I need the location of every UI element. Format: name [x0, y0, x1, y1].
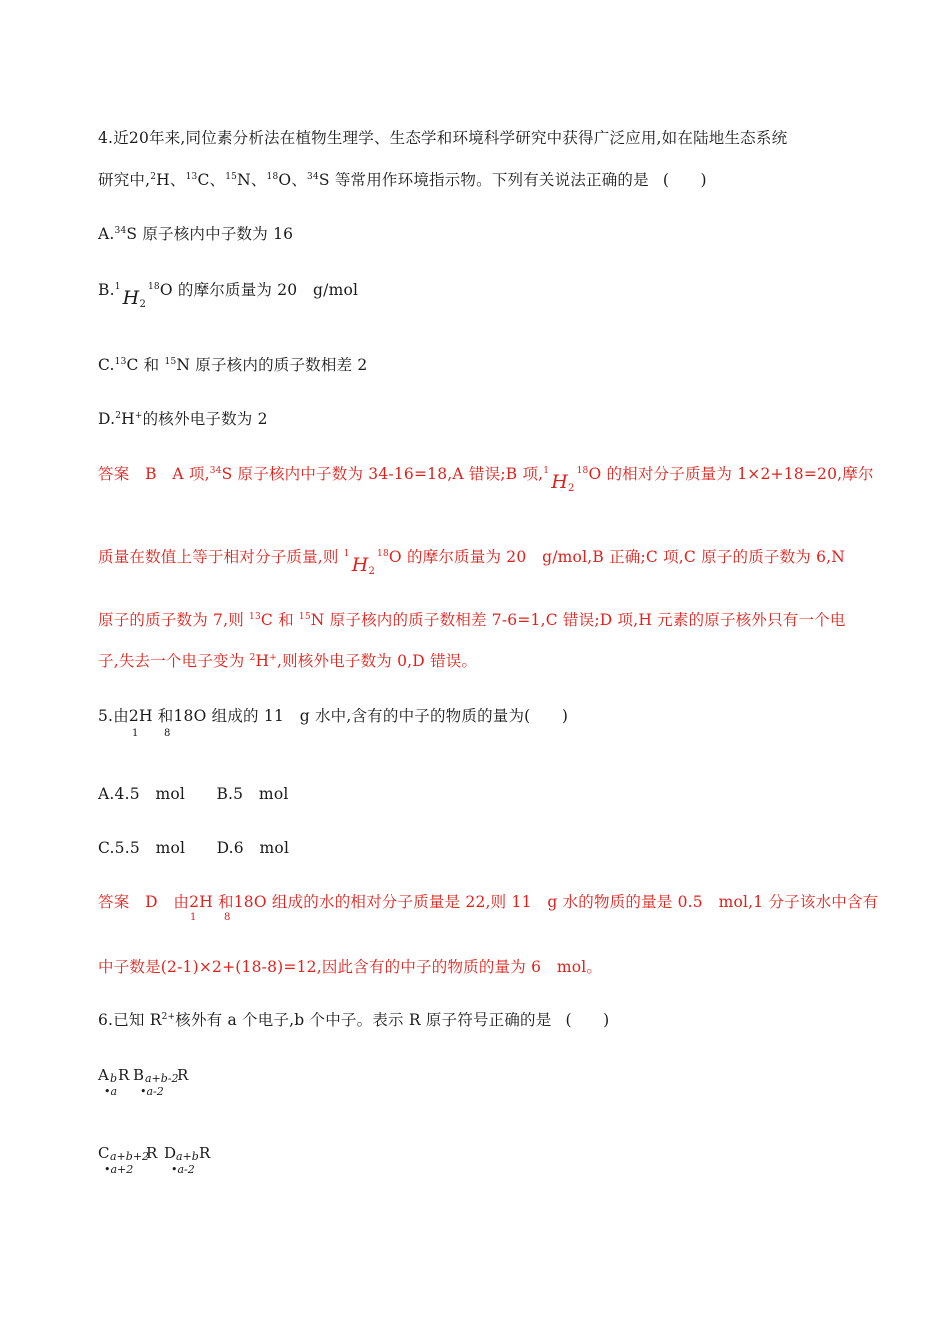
text: H	[255, 652, 270, 670]
superscript: 1	[543, 466, 550, 476]
text: 的核外电子数为 2	[142, 410, 268, 428]
q4-option-b	[98, 279, 359, 310]
q4-answer-line4	[98, 651, 477, 671]
superscript: 2	[150, 172, 157, 182]
text: 5.由	[98, 707, 129, 725]
text: N 原子核内的质子数相差 2	[176, 356, 368, 374]
q4-stem-text: 4.近20年来,同位素分析法在植物生理学、生态学和环境科学研究中获得广泛应用,如在陆地生态系统	[98, 129, 788, 147]
q5-options-cd: C.5.5 mol D.6 mol	[98, 839, 290, 857]
superscript: 18	[266, 172, 279, 182]
formula-h: H	[351, 554, 369, 576]
isotope-h: 2H	[128, 707, 153, 725]
text: O 的摩尔质量为 20 g/mol,B 正确;C 项,C 原子的质子数为 6,N	[388, 548, 846, 566]
text: ,则核外电子数为 0,D 错误。	[276, 652, 478, 670]
text: 组成的 11 g 水中,含有的中子的物质的量为( )	[206, 707, 569, 725]
text: A.	[98, 225, 115, 243]
superscript: 34	[209, 466, 222, 476]
subscript: 2	[139, 299, 146, 310]
option-label: B	[133, 1066, 145, 1084]
option-label: A	[98, 1066, 109, 1084]
element-symbol: R	[199, 1144, 211, 1162]
text: O 的相对分子质量为 1×2+18=20,摩尔	[588, 465, 874, 483]
superscript: 15	[164, 357, 177, 367]
q4-option-d	[98, 409, 268, 429]
text: S 原子核内中子数为 34-16=18,A 错误;B 项,	[221, 465, 544, 483]
text: C.	[98, 356, 115, 374]
q4-answer-line2	[98, 546, 846, 577]
element-symbol: R	[146, 1144, 158, 1162]
text: C、	[197, 171, 226, 189]
option-label: C	[98, 1144, 110, 1162]
mass-number: b	[110, 1072, 118, 1085]
atomic-number: •a-2	[140, 1085, 164, 1098]
text: S 原子核内中子数为 16	[126, 225, 294, 243]
text: B.	[98, 281, 115, 299]
superscript: 13	[114, 357, 127, 367]
q5-answer-line1	[98, 892, 878, 912]
subscript: 2	[568, 483, 575, 494]
formula-h: H	[551, 471, 569, 493]
atomic-number-h: 1	[132, 728, 139, 739]
element-symbol: R	[177, 1066, 189, 1084]
q4-stem-line1	[98, 128, 787, 148]
isotope-h: 2H	[189, 893, 213, 911]
q4-answer-line1	[98, 463, 874, 494]
q5-answer-line2: 中子数是(2-1)×2+(18-8)=12,因此含有的中子的物质的量为 6 mol。	[98, 958, 603, 976]
atomic-number-o: 8	[224, 912, 231, 923]
text: 和	[212, 893, 234, 911]
text: 答案 B A 项,	[98, 465, 210, 483]
text: S 等常用作环境指示物。下列有关说法正确的是	[318, 171, 649, 189]
superscript: +	[269, 653, 277, 663]
subscript: 2	[368, 566, 376, 577]
superscript: 2	[249, 653, 256, 663]
mass-number: a+b-2	[145, 1072, 179, 1085]
superscript: 34	[307, 172, 319, 182]
atomic-number-o: 8	[164, 728, 171, 739]
text: H、	[156, 171, 186, 189]
text: O、	[278, 171, 308, 189]
answer-blank: ( )	[662, 171, 707, 189]
q4-option-a	[98, 224, 293, 244]
element-symbol: R	[118, 1066, 130, 1084]
mass-number: a+b+2	[110, 1150, 150, 1163]
superscript: 18	[576, 466, 589, 476]
answer-blank: ( )	[565, 1011, 610, 1029]
text: N、	[237, 171, 267, 189]
superscript: 15	[225, 172, 238, 182]
text: 6.已知 R	[98, 1011, 162, 1029]
text: 研究中,	[98, 171, 151, 189]
text: O 的摩尔质量为 20 g/mol	[159, 281, 359, 299]
text: 核外有 a 个电子,b 个中子。表示 R 原子符号正确的是	[175, 1011, 552, 1029]
superscript: 1	[343, 549, 350, 559]
text: 答案 D 由	[98, 893, 190, 911]
text: 原子的质子数为 7,则	[98, 611, 250, 629]
superscript: 18	[377, 549, 389, 559]
superscript: 34	[114, 226, 127, 236]
text: C 和	[126, 356, 165, 374]
q6-stem	[98, 1010, 609, 1030]
superscript: +	[134, 411, 143, 421]
superscript: 13	[185, 172, 198, 182]
atomic-number: •a+2	[104, 1163, 134, 1176]
q4-option-c	[98, 355, 367, 375]
q4-stem-line2	[98, 170, 707, 190]
superscript: 15	[298, 612, 311, 622]
text: 组成的水的相对分子质量是 22,则 11 g 水的物质的量是 0.5 mol,1 分子该水中含有	[266, 893, 879, 911]
text: H	[121, 410, 135, 428]
superscript: 2	[115, 411, 122, 421]
text: 质量在数值上等于相对分子质量,则	[98, 548, 344, 566]
formula-h: H	[122, 287, 140, 309]
text: N 原子核内的质子数相差 7-6=1,C 错误;D 项,H 元素的原子核外只有一个电	[310, 611, 846, 629]
isotope-o: 18O	[173, 707, 207, 725]
q5-options-ab: A.4.5 mol B.5 mol	[98, 785, 289, 803]
q5-stem	[98, 706, 568, 726]
option-label: D	[164, 1144, 177, 1162]
text: 子,失去一个电子变为	[98, 652, 250, 670]
text: 和	[152, 707, 174, 725]
mass-number: a+b	[176, 1150, 199, 1163]
atomic-number-h: 1	[190, 912, 197, 923]
q4-answer-line3	[98, 610, 846, 630]
text: C 和	[260, 611, 299, 629]
atomic-number: •a-2	[171, 1163, 195, 1176]
superscript: 13	[249, 612, 261, 622]
superscript: 2+	[161, 1012, 176, 1022]
isotope-o: 18O	[233, 893, 267, 911]
text: D.	[98, 410, 116, 428]
superscript: 1	[114, 282, 121, 292]
atomic-number: •a	[104, 1085, 118, 1098]
superscript: 18	[148, 282, 160, 292]
